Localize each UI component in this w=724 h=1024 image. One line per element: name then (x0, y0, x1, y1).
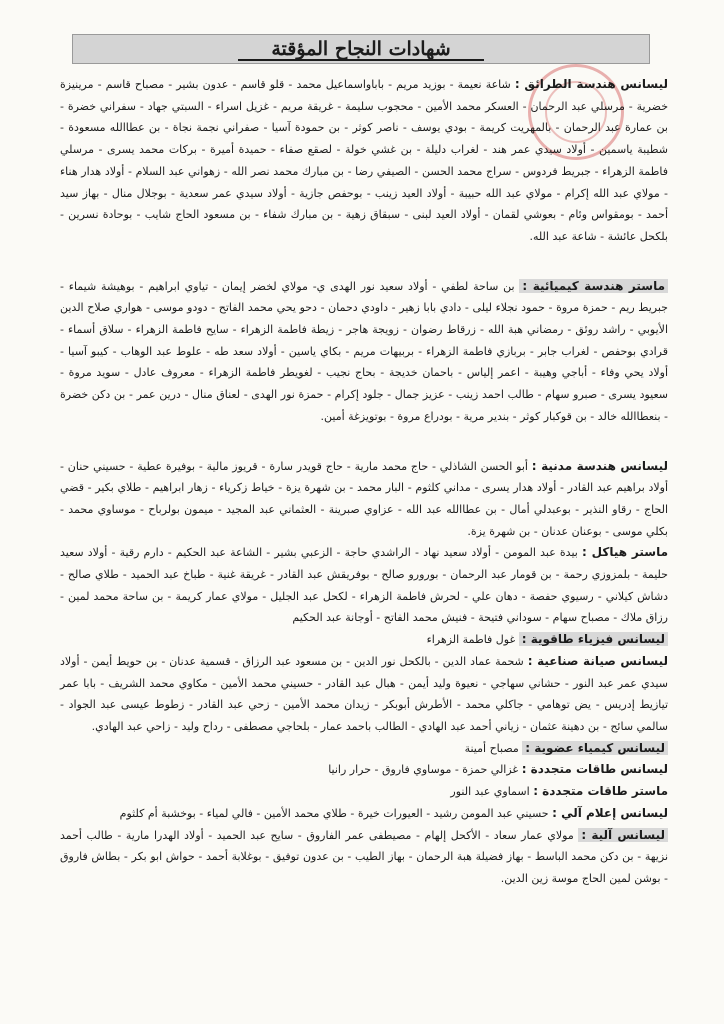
section-names: مولاي عمار سعاد - الأكحل إلهام - مصيطفى عمر الفاروق - سايح عبد الحميد - أولاد الهدرا مارية - طالب أحمد نزيهة - بن دكن محمد الباسط - بهاز فضيلة هبة الرحمان - بهاز الطيب - بن عدون توفيق - بوغلابة أحمد - حواش ابو بكر - بطاش فاروق - بوشن لمين الحاج موسة زين الدين. (60, 828, 668, 885)
section-renewable-energy-master (60, 781, 668, 803)
document-title: شهادات النجاح المؤقتة (271, 38, 451, 60)
section-label: ليسانس إعلام آلي : (552, 805, 668, 820)
section-industrial-maintenance-license (60, 651, 668, 738)
section-process-engineering-license (60, 74, 668, 248)
section-names: غول فاطمة الزهراء (426, 633, 516, 647)
section-names: شاعة نعيمة - بوزيد مريم - باباواسماعيل محمد - قلو قاسم - عدون بشير - مصباح قاسم - مرينيزة خضرية - مرسلي عبد الرحمان - العسكر محمد الأمين - محجوب سليمة - غريقة مريم - غزيل اسراء - السبتي جهاد - سفراني خضرة - بن عمارة عبد الرحمان - بالمهريت كريمة - بودي يوسف - ناصر كوثر - بن حمودة آسيا - صفراني نجمة نجاة - بن عطاالله مسعودة - شطيبة ياسمين - أولاد سيدي عمر هند - لغراب دليلة - بن غشي خولة - لصقع صفاء - حميدة أميرة - بركات محمد يسرى - مرسلي فاطمة الزهراء - جبريط فردوس - سراج محمد الحسن - الصيفي رضا - بن مبارك محمد نصر الله - زهواني عبد السلام - أولاد هدار هناء - مولاي عبد الله إكرام - مولاي عبد الله حبيبة - أولاد العيد زينب - بوحفص جازية - أولاد سيدي عمر سعدية - بوجلال منال - بهاز سيد أحمد - بومقواس وئام - بعوشي لقمان - أولاد العيد لبنى - سبقاق زهية - بن مبارك شفاء - بن مسعود الحاج شايب - بوحادة نسرين - بلكحل عائشة - شاعة عبد الله. (60, 78, 668, 243)
section-label: ماستر هندسة كيميائية : (519, 279, 668, 293)
section-structures-master (60, 542, 668, 629)
section-chemical-engineering-master (60, 276, 668, 428)
section-computer-science-license (60, 803, 668, 825)
title-underline (238, 59, 484, 61)
section-civil-engineering-license (60, 456, 668, 543)
section-spacer (60, 248, 668, 276)
results-content (60, 74, 668, 964)
section-names: بن ساحة لطفي - أولاد سعيد نور الهدى ي- مولاي لخضر إيمان - تياوي ابراهيم - بوهيشة شيماء - جبريط ريم - حمزة مروة - حمود نجلاء ليلى - دادي بابا زهير - داودي دحمان - دحو يحي محمد الفاتح - دودو موسى - هواري صلاح الدين الأيوبي - راشد روئق - رمضاني هبة الله - زرقاط رضوان - زويجة هاجر - زيطة فاطمة الزهراء - سايح فاطمة الزهراء - سلاق أسماء - قرادي بوحفص - لغراب جابر - بربازي فاطمة الزهراء - بربيهات مريم - بكاي ياسين - أولاد سعد طه - علوط عبد الوهاب - كيبو آسيا - أولاد يحي وفاء - أباجي وهيبة - اعمر إلياس - باحمان خديجة - بحاج نجيب - لغويطر فاطمة الزهراء - معروف عادل - سويد مروة - سعيود يسرى - صبرو سهام - طالب احمد زينب - عزيز جمال - جلود إكرام - حمزة نور الهدى - لعناق منال - درين عمر - بن دكن خضرة - بنعطاالله خالد - بن قوكبار كوثر - بندير مرية - بودراع مروة - بوتويزغة أمين. (60, 279, 668, 423)
section-spacer (60, 428, 668, 456)
document-title-bar (72, 34, 650, 64)
section-names: غزالي حمزة - موساوي فاروق - حرار رانيا (328, 763, 519, 777)
section-label: ليسانس صيانة صناعية : (527, 653, 669, 668)
section-automation-license (60, 825, 668, 890)
section-label: ليسانس هندسة الطرائق : (514, 77, 669, 91)
section-names: مصباح أمينة (464, 741, 519, 755)
section-organic-chemistry-license (60, 738, 668, 760)
section-label: ماستر طاقات متجددة : (533, 784, 668, 799)
section-label: ليسانس طاقات متجددة : (521, 762, 668, 777)
section-renewable-energy-license (60, 759, 668, 781)
section-label: ليسانس فيزياء طاقوية : (519, 632, 668, 646)
section-names: اسماوي عبد النور (450, 785, 530, 799)
section-names: بيدة عبد المومن - أولاد سعيد نهاد - الراشدي حاجة - الزعبي بشير - الشاعة عبد الحكيم - دارم رقية - أولاد سعيد حليمة - بلمزوزي رحمة - بن قومار عبد الرحمان - بورورو صالح - بوفريقش عبد القادر - غريقة غنية - طباخ عبد الحميد - طلاي صالح - دشاش كيلاني - رسيوي حفصة - دهان علي - لحرش فاطمة الزهراء - لكحل عبد الجليل - مولاي عمار كريمة - بن ساحة محمد لمين - رزاق ملاك - مصباح سهام - سوداني فتيحة - فنيش محمد الفاتح - أوجانة عبد الحكيم (60, 546, 668, 625)
section-label: ليسانس آلية : (578, 828, 668, 842)
section-names: أبو الحسن الشاذلي - حاج محمد مارية - حاج قويدر سارة - قريوز مالية - بوفيرة عطية - حسيني حنان - أولاد براهيم عبد القادر - أولاد هدار يسرى - مداني كلثوم - البار محمد - بن شهرة يزة - خياط زكرياء - زهار ابراهيم - طلاي بكير - قضي الحاج - رقاو النذير - بوعبدلي أمال - بن عطاالله عبد الله - عزاوي صبرينة - العثماني عبد المجيد - ميمون بولرباح - موساوي محمد - بكلي موسى - بوعنان عدنان - بن شهرة يزة. (60, 459, 668, 538)
section-names: شحمة عماد الدين - بالكحل نور الدين - بن مسعود عبد الرزاق - قسمية عدنان - بن حويط أيمن - أولاد سيدي عمر عبد النور - حشاني سهاجي - نعيوة وليد أيمن - هبال عبد القادر - حسيني محمد الأمين - مكاوي محمد الشريف - بابا عمر تيازيط إدريس - يض توهامي - جاكلي محمد - الأطرش أبوبكر - زيدان محمد الأمين - زحي عبد القادر - زطوط عيسى عبد الجواد - سالمي سائح - بن دهينة عثمان - زياني أحمد عبد الهادي - الطالب باحمد عمار - بلحاجي مصطفى - رداح وليد - زاحي عبد الهادي. (60, 654, 668, 733)
section-label: ليسانس هندسة مدنية : (531, 458, 668, 473)
section-names: حسيني عبد المومن رشيد - العيورات خيرة - طلاي محمد الأمين - فالي لمياء - بوخشبة أم كلثوم (119, 806, 549, 820)
section-energy-physics-license (60, 629, 668, 651)
section-label: ليسانس كيمياء عضوية : (522, 741, 668, 755)
section-label: ماستر هياكل : (582, 545, 669, 560)
